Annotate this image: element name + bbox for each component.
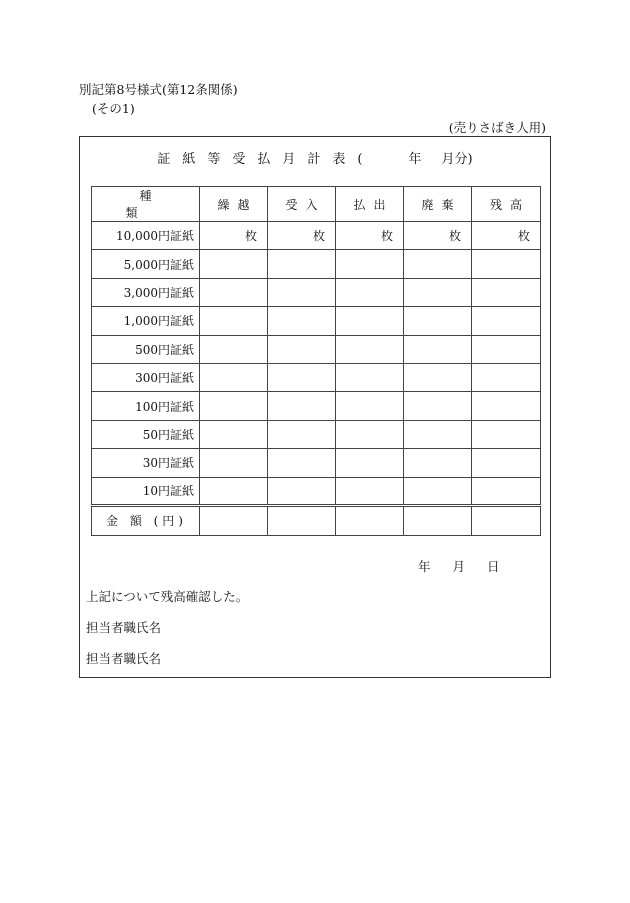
entry-cell[interactable] bbox=[404, 505, 472, 535]
form-reference: 別記第8号様式(第12条関係) bbox=[79, 82, 238, 97]
table-row bbox=[92, 363, 541, 391]
form-sub-reference: (その1) bbox=[92, 101, 135, 116]
entry-cell[interactable] bbox=[200, 363, 268, 391]
entry-cell[interactable] bbox=[404, 250, 472, 278]
entry-cell[interactable] bbox=[336, 278, 404, 306]
entry-cell[interactable] bbox=[472, 477, 541, 505]
entry-cell[interactable] bbox=[404, 392, 472, 420]
header-paid-out: 払出 bbox=[336, 187, 404, 222]
row-stamp-type: 1,000円証紙 bbox=[92, 307, 200, 335]
entry-cell[interactable] bbox=[268, 392, 336, 420]
unit-cell[interactable]: 枚 bbox=[268, 222, 336, 250]
entry-cell[interactable] bbox=[472, 392, 541, 420]
entry-cell[interactable] bbox=[472, 449, 541, 477]
entry-cell[interactable] bbox=[200, 392, 268, 420]
entry-cell[interactable] bbox=[472, 505, 541, 535]
entry-cell[interactable] bbox=[200, 278, 268, 306]
row-stamp-type: 300円証紙 bbox=[92, 363, 200, 391]
table-row bbox=[92, 392, 541, 420]
entry-cell[interactable] bbox=[404, 449, 472, 477]
title-year: 年 bbox=[408, 152, 422, 167]
date-month: 月 bbox=[452, 559, 466, 574]
stamp-ledger-table bbox=[91, 186, 541, 536]
unit-cell[interactable]: 枚 bbox=[472, 222, 541, 250]
entry-cell[interactable] bbox=[404, 335, 472, 363]
entry-cell[interactable] bbox=[472, 420, 541, 448]
entry-cell[interactable] bbox=[404, 363, 472, 391]
entry-cell[interactable] bbox=[404, 477, 472, 505]
total-amount-label: 金 額 (円) bbox=[92, 505, 200, 535]
entry-cell[interactable] bbox=[404, 307, 472, 335]
entry-cell[interactable] bbox=[472, 278, 541, 306]
entry-cell[interactable] bbox=[200, 250, 268, 278]
entry-cell[interactable] bbox=[200, 477, 268, 505]
entry-cell[interactable] bbox=[268, 449, 336, 477]
entry-cell[interactable] bbox=[268, 420, 336, 448]
row-stamp-type: 50円証紙 bbox=[92, 420, 200, 448]
entry-cell[interactable] bbox=[336, 335, 404, 363]
signer-name-line-2: 担当者職氏名 bbox=[86, 651, 162, 666]
entry-cell[interactable] bbox=[472, 250, 541, 278]
entry-cell[interactable] bbox=[200, 505, 268, 535]
entry-cell[interactable] bbox=[268, 363, 336, 391]
unit-cell[interactable]: 枚 bbox=[200, 222, 268, 250]
unit-cell[interactable]: 枚 bbox=[336, 222, 404, 250]
entry-cell[interactable] bbox=[336, 505, 404, 535]
entry-cell[interactable] bbox=[200, 335, 268, 363]
entry-cell[interactable] bbox=[336, 392, 404, 420]
header-balance: 残高 bbox=[472, 187, 541, 222]
entry-cell[interactable] bbox=[268, 250, 336, 278]
entry-cell[interactable] bbox=[472, 335, 541, 363]
entry-cell[interactable] bbox=[200, 420, 268, 448]
row-stamp-type: 500円証紙 bbox=[92, 335, 200, 363]
signer-name-line-1: 担当者職氏名 bbox=[86, 620, 162, 635]
form-title bbox=[0, 148, 630, 167]
total-amount-row bbox=[92, 505, 541, 535]
row-stamp-type: 3,000円証紙 bbox=[92, 278, 200, 306]
entry-cell[interactable] bbox=[200, 449, 268, 477]
table-row bbox=[92, 250, 541, 278]
confirmation-text: 上記について残高確認した。 bbox=[86, 589, 249, 604]
table-row bbox=[92, 307, 541, 335]
header-carryover: 繰越 bbox=[200, 187, 268, 222]
entry-cell[interactable] bbox=[404, 278, 472, 306]
entry-cell[interactable] bbox=[268, 335, 336, 363]
row-stamp-type: 100円証紙 bbox=[92, 392, 200, 420]
entry-cell[interactable] bbox=[472, 307, 541, 335]
row-stamp-type: 5,000円証紙 bbox=[92, 250, 200, 278]
usage-note: (売りさばき人用) bbox=[448, 120, 546, 135]
entry-cell[interactable] bbox=[268, 477, 336, 505]
table-row bbox=[92, 449, 541, 477]
table-header-row bbox=[92, 187, 541, 222]
header-received: 受入 bbox=[268, 187, 336, 222]
entry-cell[interactable] bbox=[268, 278, 336, 306]
date-year: 年 bbox=[418, 559, 431, 574]
table-row bbox=[92, 420, 541, 448]
header-disposed: 廃棄 bbox=[404, 187, 472, 222]
entry-cell[interactable] bbox=[472, 363, 541, 391]
unit-cell[interactable]: 枚 bbox=[404, 222, 472, 250]
entry-cell[interactable] bbox=[336, 250, 404, 278]
title-month: 月分) bbox=[441, 152, 473, 167]
entry-cell[interactable] bbox=[336, 449, 404, 477]
entry-cell[interactable] bbox=[336, 307, 404, 335]
table-row bbox=[92, 278, 541, 306]
entry-cell[interactable] bbox=[336, 420, 404, 448]
entry-cell[interactable] bbox=[268, 505, 336, 535]
entry-cell[interactable] bbox=[404, 420, 472, 448]
table-row bbox=[92, 477, 541, 505]
header-type: 種類 bbox=[92, 187, 200, 222]
title-open-paren: ( bbox=[357, 152, 363, 167]
entry-cell[interactable] bbox=[268, 307, 336, 335]
date-day: 日 bbox=[487, 559, 500, 574]
entry-cell[interactable] bbox=[336, 363, 404, 391]
row-stamp-type: 10,000円証紙 bbox=[92, 222, 200, 250]
date-line bbox=[418, 557, 500, 575]
table-row bbox=[92, 335, 541, 363]
table-row bbox=[92, 222, 541, 250]
row-stamp-type: 10円証紙 bbox=[92, 477, 200, 505]
entry-cell[interactable] bbox=[336, 477, 404, 505]
entry-cell[interactable] bbox=[200, 307, 268, 335]
row-stamp-type: 30円証紙 bbox=[92, 449, 200, 477]
title-main: 証紙等受払月計表 bbox=[157, 152, 358, 167]
